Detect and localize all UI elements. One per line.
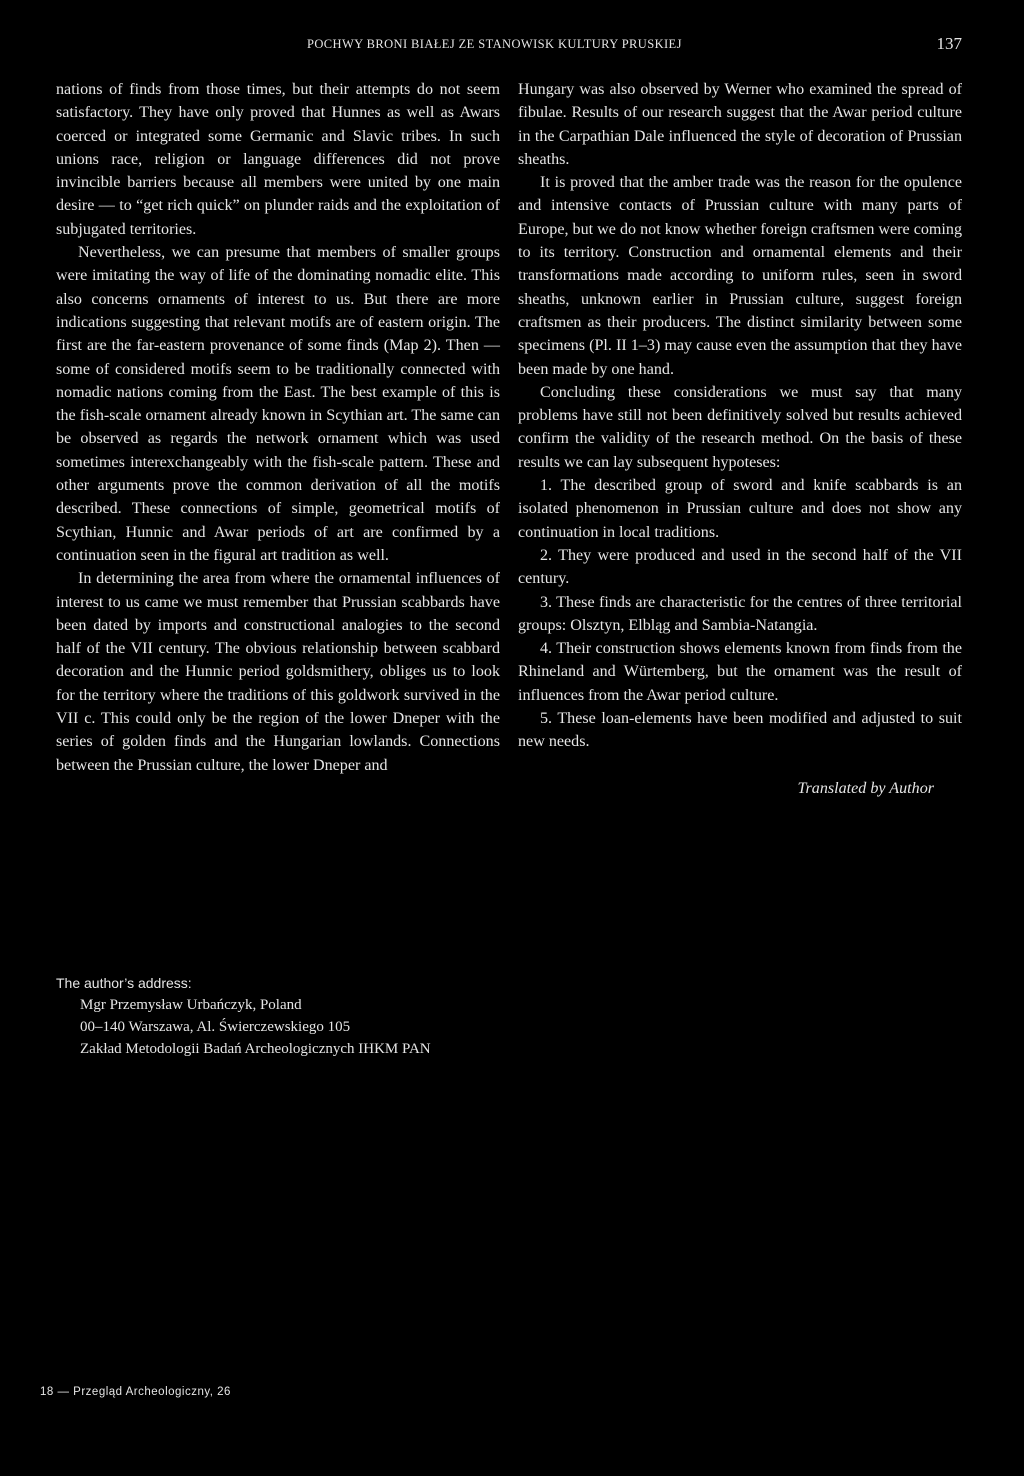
running-title: POCHWY BRONI BIAŁEJ ZE STANOWISK KULTURY PRUSKIEJ [307,37,682,51]
page-number: 137 [936,34,962,53]
address-line: 00–140 Warszawa, Al. Świerczewskiego 105 [80,1019,351,1035]
address-line: Zakład Metodologii Badań Archeologicznych IHKM PAN [80,1041,431,1057]
translator-signature: Translated by Author [797,779,934,797]
page-header [0,34,1024,58]
author-address [56,972,431,1060]
address-title: The author’s address: [56,975,192,991]
hypothesis-item: 1. The described group of sword and knife scabbards is an isolated phenomenon in Prussian culture and does not show any continuation in local traditions. [518,477,962,541]
hypothesis-item: 2. They were produced and used in the second half of the VII century. [518,546,962,588]
paragraph: Nevertheless, we can presume that members of smaller groups were imitating the way of life of the dominating nomadic elite. This also concerns ornaments of interest to us. But there are more indications suggesting that relevant motifs are of eastern origin. The first are the far-eastern provenance of some finds (Map 2). Then — some of considered motifs seem to be traditionally connected with nomadic nations coming from the East. The best example of this is the fish-scale ornament already known in Scythian art. The same can be observed as regards the network ornament which was used sometimes interexchangeably with the fish-scale pattern. These and other arguments prove the common derivation of all the motifs described. These connections of simple, geometrical motifs of Scythian, Hunnic and Awar periods of art are confirmed by a continuation seen in the figural art tradition as well. [56,244,500,564]
right-column [518,78,962,800]
paragraph: It is proved that the amber trade was the reason for the opulence and intensive contacts of Prussian culture with many parts of Europe, but we do not know whether foreign craftsmen were coming to its territory. Construction and ornamental elements and their transformations made according to uniform rules, seen in sword sheaths, unknown earlier in Prussian culture, suggest foreign craftsmen as their producers. The distinct similarity between some specimens (Pl. II 1–3) may cause even the assumption that they have been made by one hand. [518,174,962,378]
address-line: Mgr Przemysław Urbańczyk, Poland [80,997,302,1013]
hypothesis-item: 5. These loan-elements have been modified and adjusted to suit new needs. [518,710,962,751]
paragraph: Concluding these considerations we must say that many problems have still not been definitively solved but results achieved confirm the validity of the research method. On the basis of these results we can lay subsequent hypoteses: [518,383,962,471]
paragraph: Hungary was also observed by Werner who examined the spread of fibulae. Results of our research suggest that the Awar period culture in the Carpathian Dale influenced the style of decoration of Prussian sheaths. [518,81,962,168]
left-column [56,78,500,777]
hypothesis-item: 3. These finds are characteristic for the centres of three territorial groups: Olsztyn, Elbląg and Sambia-Natangia. [518,593,962,634]
hypothesis-item: 4. Their construction shows elements known from finds from the Rhineland and Würtemberg, but the ornament was the result of influences from the Awar period culture. [518,640,962,704]
paragraph: In determining the area from where the ornamental influences of interest to us came we must remember that Prussian scabbards have been dated by imports and constructional analogies to the second half of the VII century. The obvious relationship between scabbard decoration and the Hunnic period goldsmithery, obliges us to look for the territory where the traditions of this goldwork survived in the VII c. This could only be the region of the lower Dneper with the series of golden finds and the Hungarian lowlands. Connections between the Prussian culture, the lower Dneper and [56,570,500,774]
paragraph: nations of finds from those times, but their attempts do not seem satisfactory. They have only proved that Hunnes as well as Awars coerced or integrated some Germanic and Slavic tribes. In such unions race, religion or language differences did not prove invincible barriers because all members were united by one main desire — to “get rich quick” on plunder raids and the exploitation of subjugated territories. [56,81,500,238]
page-footer: 18 — Przegląd Archeologiczny, 26 [40,1386,231,1398]
